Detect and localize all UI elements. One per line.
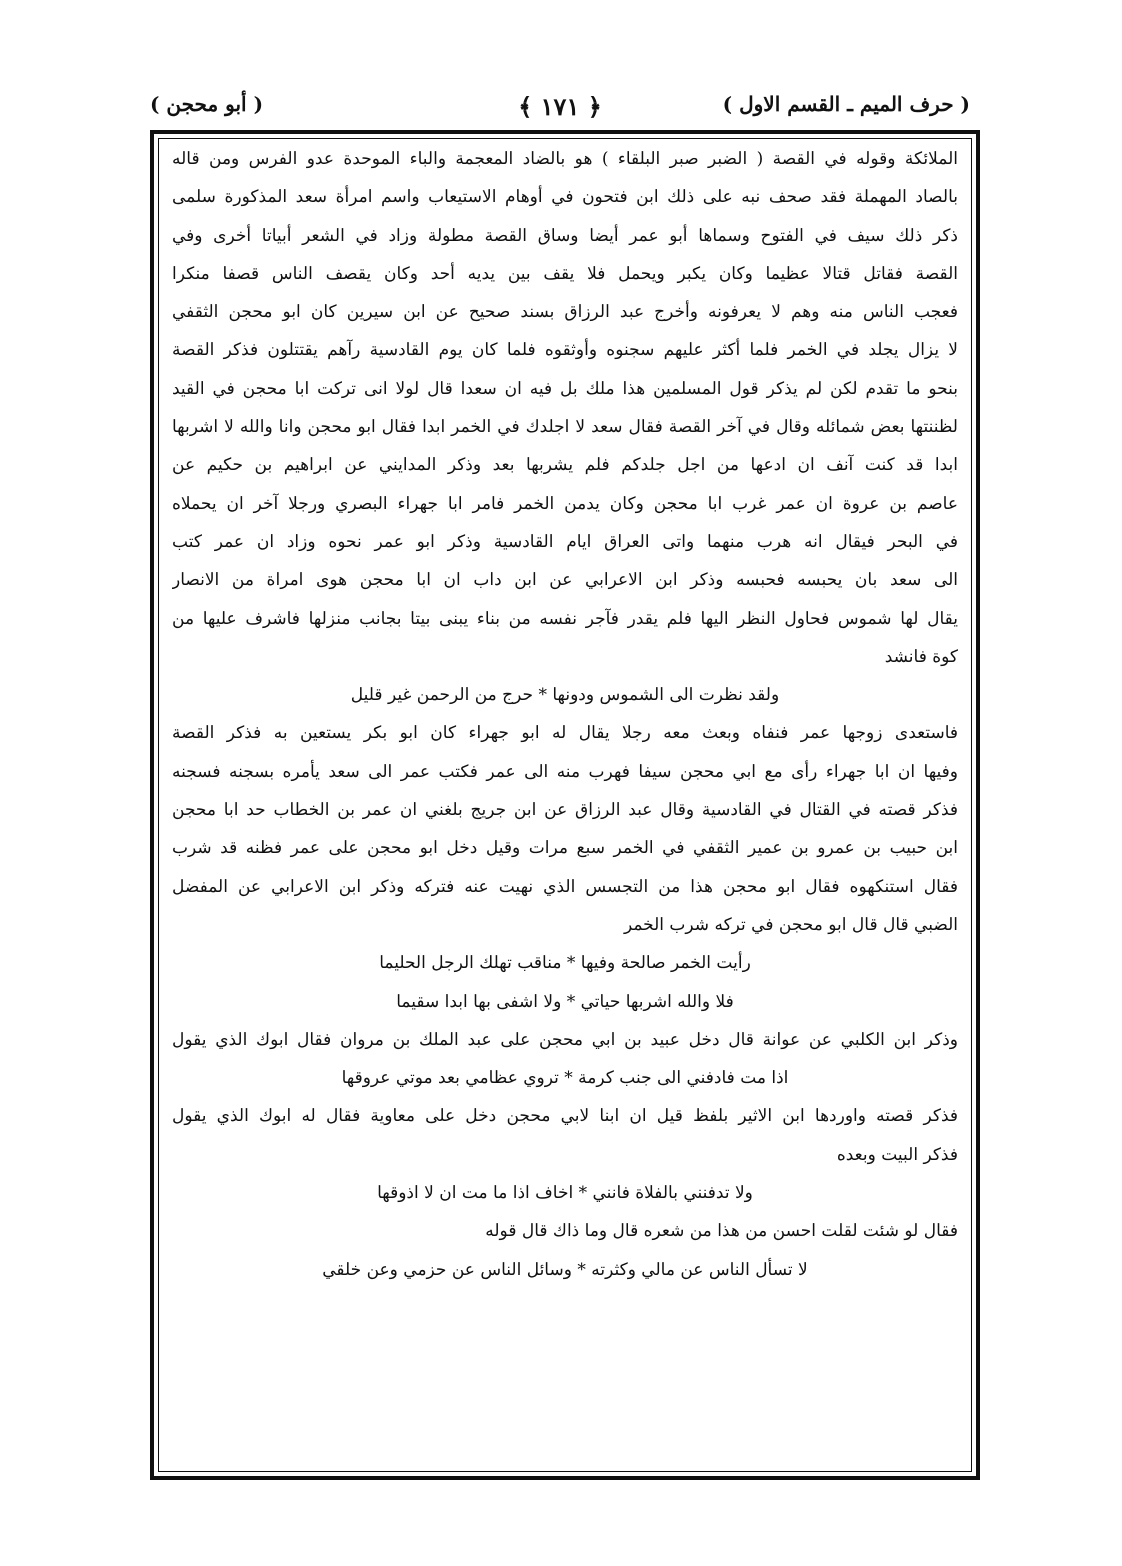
text-line: فذكر قصته واوردها ابن الاثير بلفظ قيل ان ابنا لابي محجن دخل على معاوية فقال له ابوك الذي يقول xyxy=(172,1106,958,1127)
text-line: فقال لو شئت لقلت احسن من هذا من شعره قال وما ذاك قال قوله xyxy=(485,1221,958,1242)
text-line: بنحو ما تقدم لكن لم يذكر قول المسلمين هذا ملك بل فيه ان سعدا قال لولا انى تركت ابا محجن في القيد xyxy=(172,378,958,399)
text-line: فاستعدى زوجها عمر فنفاه وبعث معه رجلا يقال له ابو جهراء كان ابو بكر يستعين به فذكر القصة xyxy=(172,723,958,744)
text-line: الضبي قال قال ابو محجن في تركه شرب الخمر xyxy=(623,914,958,935)
text-line: بالصاد المهملة فقد صحف نبه على ذلك ابن فتحون في أوهام الاستيعاب واسم امرأة سعد المذكورة سلمى xyxy=(172,187,958,208)
text-line: عاصم بن عروة ان عمر غرب ابا محجن وكان يدمن الخمر فامر ابا جهراء البصري ورجلا آخر ان يحملاه xyxy=(172,493,958,514)
text-line: فعجب الناس منه وهم لا يعرفونه وأخرج عبد الرزاق بسند صحيح عن ابن سيرين كان ابو محجن الثقفي xyxy=(172,302,958,323)
text-line: ذكر ذلك سيف في الفتوح وسماها أبو عمر أيضا وساق القصة مطولة وزاد في الشعر أبياتا أخرى وفي xyxy=(172,225,958,246)
text-line: فذكر قصته في القتال في القادسية وقال عبد الرزاق عن ابن جريج بلغني ان عمر بن الخطاب حد ابا محجن xyxy=(172,800,958,821)
body-text xyxy=(172,140,958,1289)
text-line: ابدا قد كنت آنف ان ادعها من اجل جلدكم فلم يشربها بعد وذكر المدايني عن ابراهيم بن حكيم عن xyxy=(172,455,958,476)
poetry-verse: لا تسأل الناس عن مالي وكثرته * وسائل الناس عن حزمي وعن خلقي xyxy=(322,1259,808,1280)
poetry-verse: اذا مت فادفني الى جنب كرمة * تروي عظامي بعد موتي عروقها xyxy=(341,1068,789,1089)
text-line: الملائكة وقوله في القصة ( الضبر صبر البلقاء ) هو بالضاد المعجمة والباء الموحدة عدو الفرس ومن قاله xyxy=(172,149,958,169)
text-line: كوة فانشد xyxy=(884,646,958,667)
text-line: في البحر فيقال انه هرب منهما واتى العراق ايام القادسية وذكر ابو عمر نحوه وزاد ان عمر كتب xyxy=(172,531,958,552)
text-line: القصة فقاتل قتالا عظيما وكان يكبر ويحمل فلا يقف بين يديه أحد وكان يقصف الناس قصفا منكرا xyxy=(172,263,958,284)
text-line: يقال لها شموس فحاول النظر اليها فلم يقدر فآجر نفسه من بناء يبنى بيتا بجانب منزلها فاشرف عليها من xyxy=(172,608,958,629)
text-line: وذكر ابن الكلبي عن عوانة قال دخل عبيد بن ابي محجن على عبد الملك بن مروان فقال ابوك الذي يقول xyxy=(172,1029,958,1050)
text-line: فذكر البيت وبعده xyxy=(836,1144,958,1165)
entry-heading: ( أبو محجن ) xyxy=(150,92,264,116)
text-line: فقال استنكهوه فقال ابو محجن هذا من التجسس الذي نهيت عنه فتركه وذكر ابن الاعرابي عن المفضل xyxy=(172,876,958,897)
text-line: لا يزال يجلد في الخمر فلما أكثر عليهم سجنوه وأوثقوه فلما كان يوم القادسية رآهم يقتتلون فذكر القصة xyxy=(172,340,958,361)
text-line: لظننتها بعض شمائله وقال في آخر القصة فقال سعد لا اجلدك في الخمر ابدا فقال ابو محجن وانا والله لا اشربها xyxy=(172,417,958,438)
poetry-verse: ولقد نظرت الى الشموس ودونها * حرج من الرحمن غير قليل xyxy=(350,685,780,706)
poetry-verse: فلا والله اشربها حياتي * ولا اشفى بها ابدا سقيما xyxy=(396,991,734,1012)
page-number: ﴿ ١٧١ ﴾ xyxy=(518,92,602,121)
poetry-verse: ولا تدفنني بالفلاة فانني * اخاف اذا ما مت ان لا اذوقها xyxy=(377,1183,753,1204)
poetry-verse: رأيت الخمر صالحة وفيها * مناقب تهلك الرجل الحليما xyxy=(379,953,751,974)
chapter-heading: ( حرف الميم ـ القسم الاول ) xyxy=(722,92,970,116)
text-line: وفيها ان ابا جهراء رأى مع ابي محجن سيفا فهرب منه الى عمر فكتب عمر الى سعد يأمره بسجنه فسجنه xyxy=(172,761,958,782)
text-line: ابن حبيب بن عمرو بن عمير الثقفي في الخمر سبع مرات وقيل دخل ابو محجن على عمر فظنه قد شرب xyxy=(172,838,958,859)
page-header xyxy=(150,92,970,128)
text-line: الى سعد بان يحبسه فحبسه وذكر ابن الاعرابي عن ابن داب ان ابا محجن هوى امراة من الانصار xyxy=(172,570,958,591)
